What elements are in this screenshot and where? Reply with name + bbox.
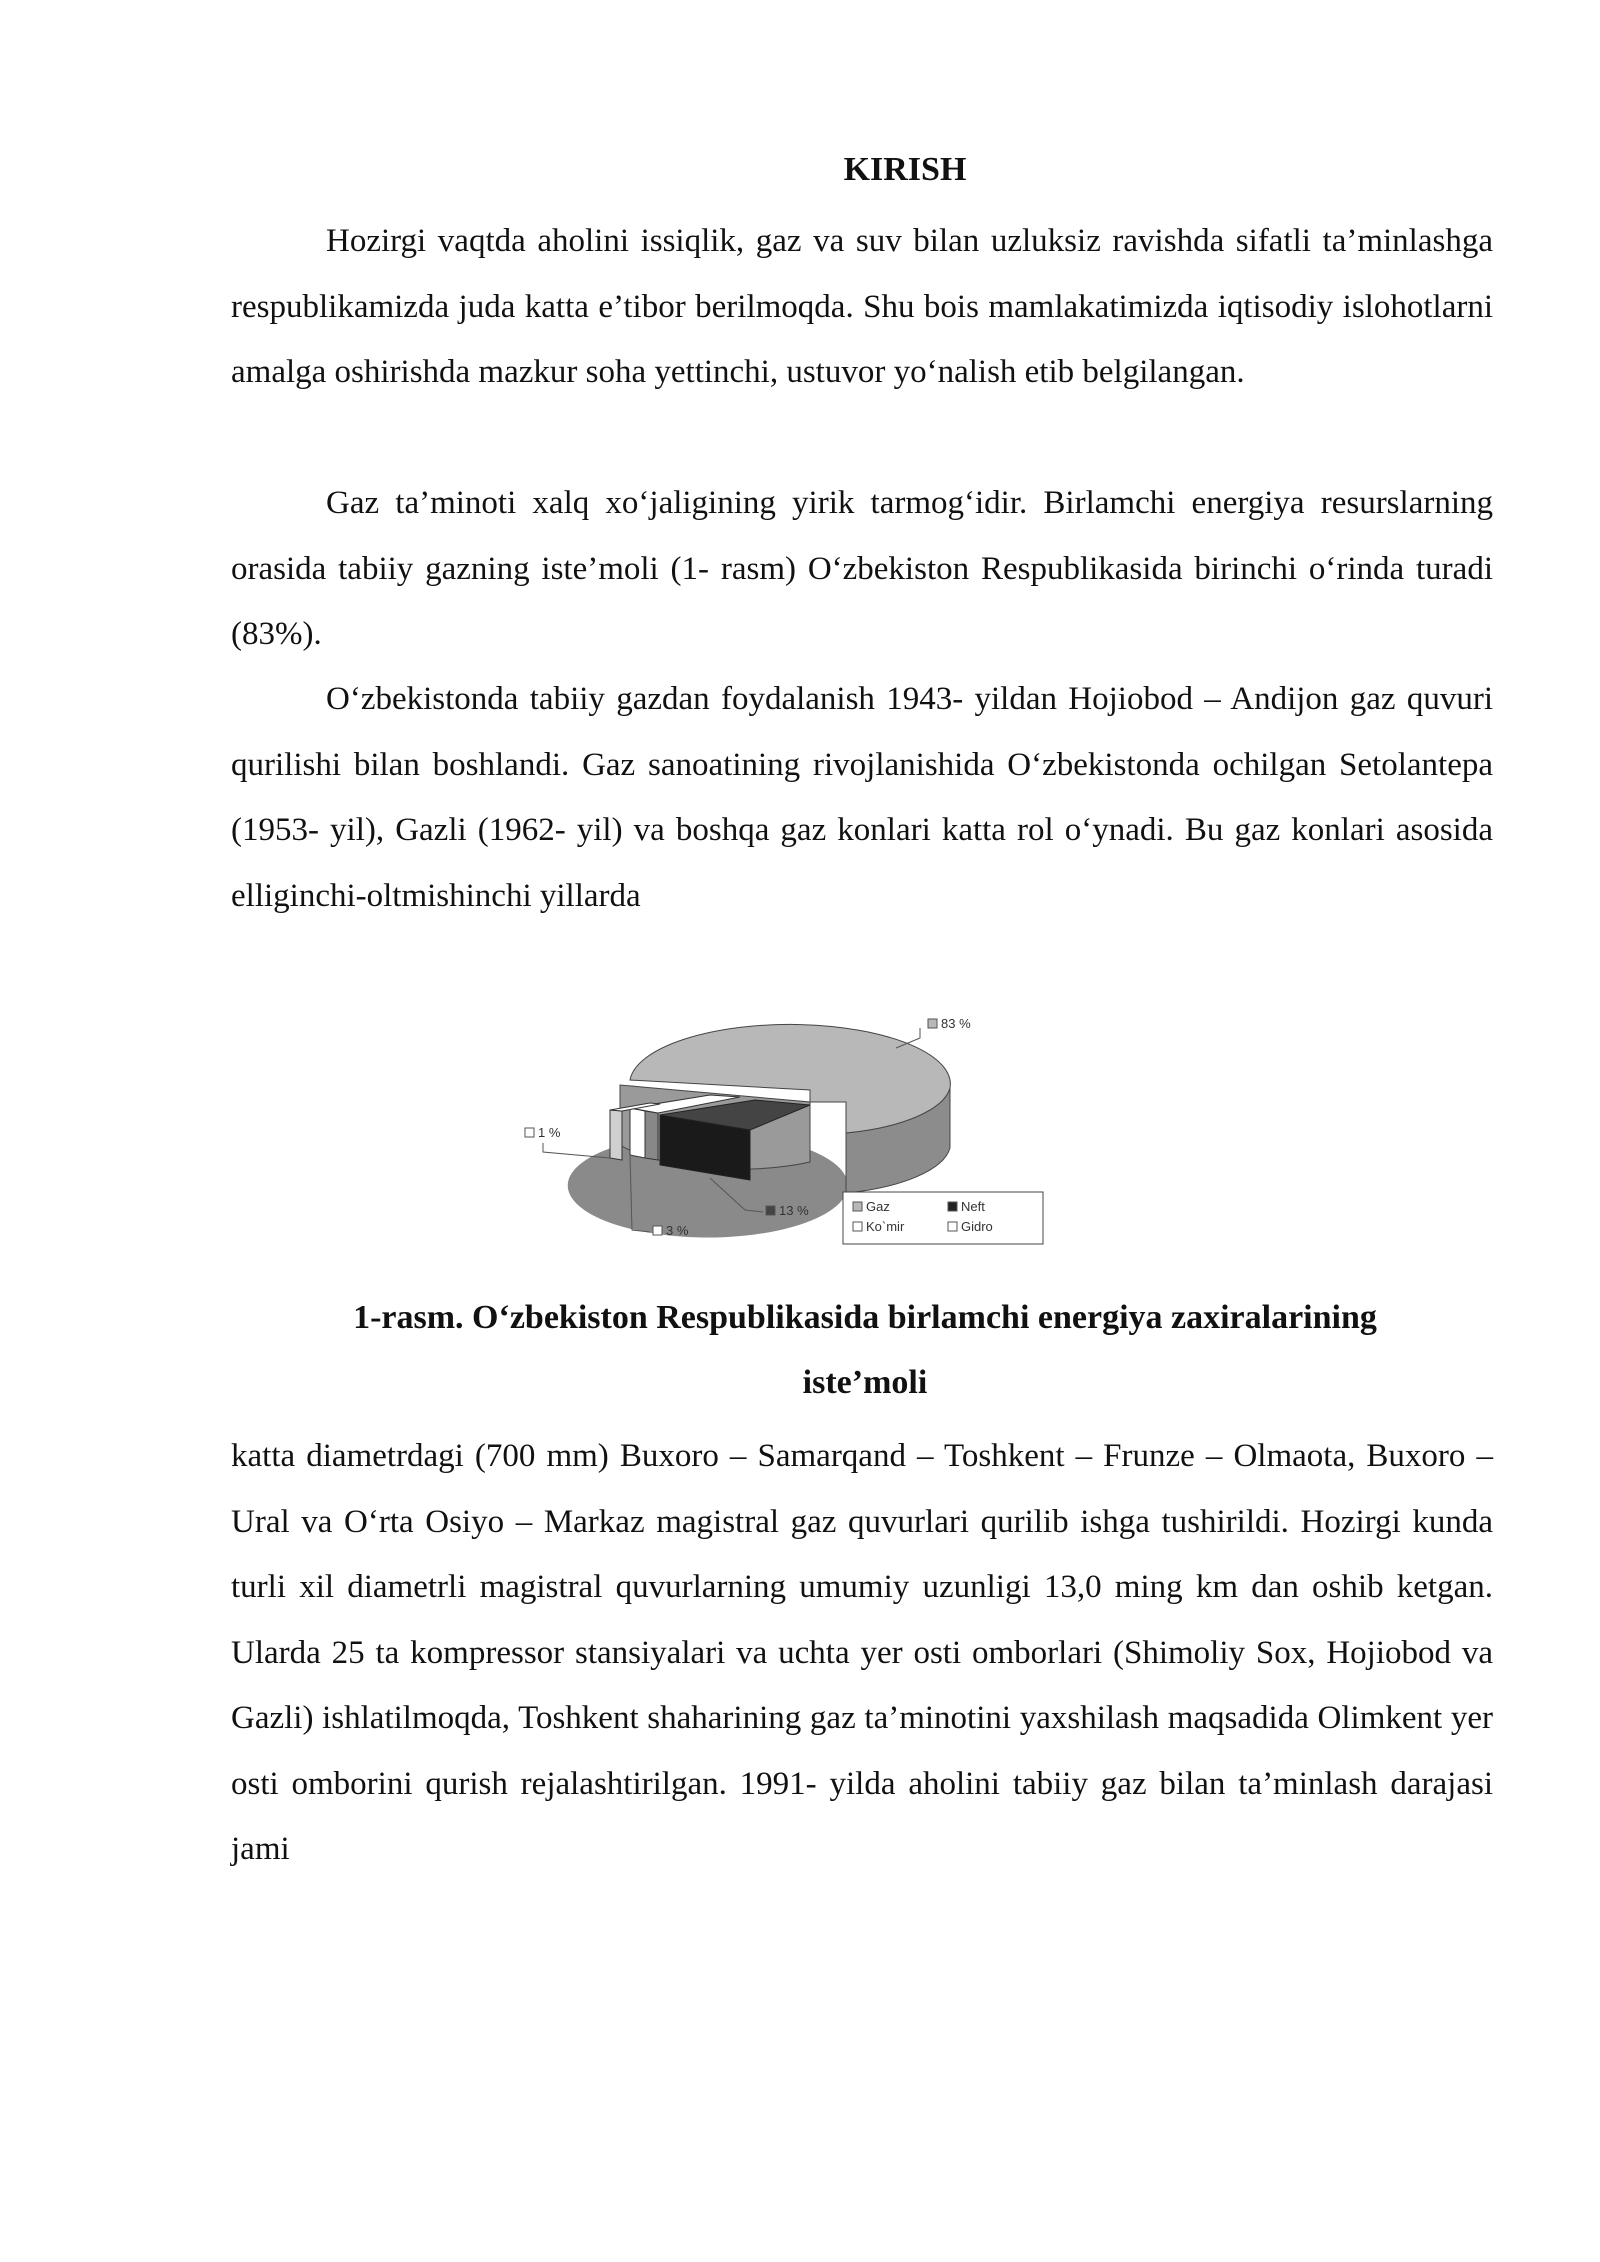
label-1 — [525, 1125, 610, 1158]
paragraph-2: Gaz ta’minoti xalq xo‘jaligining yirik tarmog‘idir. Birlamchi energiya resurslarning orasida tabiiy gazning iste’moli (1- rasm) O‘zbekiston Respublikasida birinchi o‘rinda turadi (83%). — [231, 485, 1493, 652]
legend-gaz: Gaz — [866, 1199, 890, 1214]
paragraph-4: katta diametrdagi (700 mm) Buxoro – Samarqand – Toshkent – Frunze – Olmaota, Buxoro – Ural va O‘rta Osiyo – Markaz magistral gaz quvurlari qurilib ishga tushirildi. Hozirgi kunda turli xil diametrli magistral quvurlarning umumiy uzunligi 13,0 ming km dan oshib ketgan. Ularda 25 ta kompressor stansiyalari va uchta yer osti omborlari (Shimoliy Sox, Hojiobod va Gazli) ishlatilmoqda, Toshkent shaharining gaz ta’minotini yaxshilash maqsadida Olimkent yer osti omborini qurish rejalashtirilgan. 1991- yilda aholini tabiiy gaz bilan ta’minlash darajasi jami — [231, 1438, 1493, 1867]
legend-swatch-neft — [948, 1202, 957, 1211]
energy-pie-chart — [510, 980, 1070, 1280]
legend-swatch-komir — [853, 1222, 862, 1231]
page-heading: KIRISH — [843, 151, 967, 188]
label-83 — [896, 1016, 971, 1048]
legend-swatch-gidro — [948, 1222, 957, 1231]
legend-gidro: Gidro — [961, 1219, 993, 1234]
label-83-text: 83 % — [941, 1016, 971, 1031]
legend-swatch-gaz — [853, 1202, 862, 1211]
figure-caption: 1-rasm. O‘zbekiston Respublikasida birlamchi energiya zaxiralarining iste’moli — [353, 1299, 1377, 1401]
label-3-text: 3 % — [666, 1223, 689, 1238]
label-13-text: 13 % — [779, 1203, 809, 1218]
legend-neft: Neft — [961, 1199, 985, 1214]
paragraph-1: Hozirgi vaqtda aholini issiqlik, gaz va suv bilan uzluksiz ravishda sifatli ta’minlashga respublikamizda juda katta e’tibor berilmoqda. Shu bois mamlakatimizda iqtisodiy islohotlarni amalga oshirishda mazkur soha yettinchi, ustuvor yo‘nalish etib belgilangan. — [231, 223, 1493, 390]
legend-komir: Ko`mir — [866, 1219, 905, 1234]
paragraph-3: O‘zbekistonda tabiiy gazdan foydalanish 1943- yildan Hojiobod – Andijon gaz quvuri qurilishi bilan boshlandi. Gaz sanoatining rivojlanishida O‘zbekistonda ochilgan Setolantepa (1953- yil), Gazli (1962- yil) va boshqa gaz konlari katta rol o‘ynadi. Bu gaz konlari asosida elliginchi-oltmishinchi yillarda — [231, 681, 1493, 914]
label-1-text: 1 % — [538, 1125, 561, 1140]
chart-legend — [843, 1192, 1043, 1244]
